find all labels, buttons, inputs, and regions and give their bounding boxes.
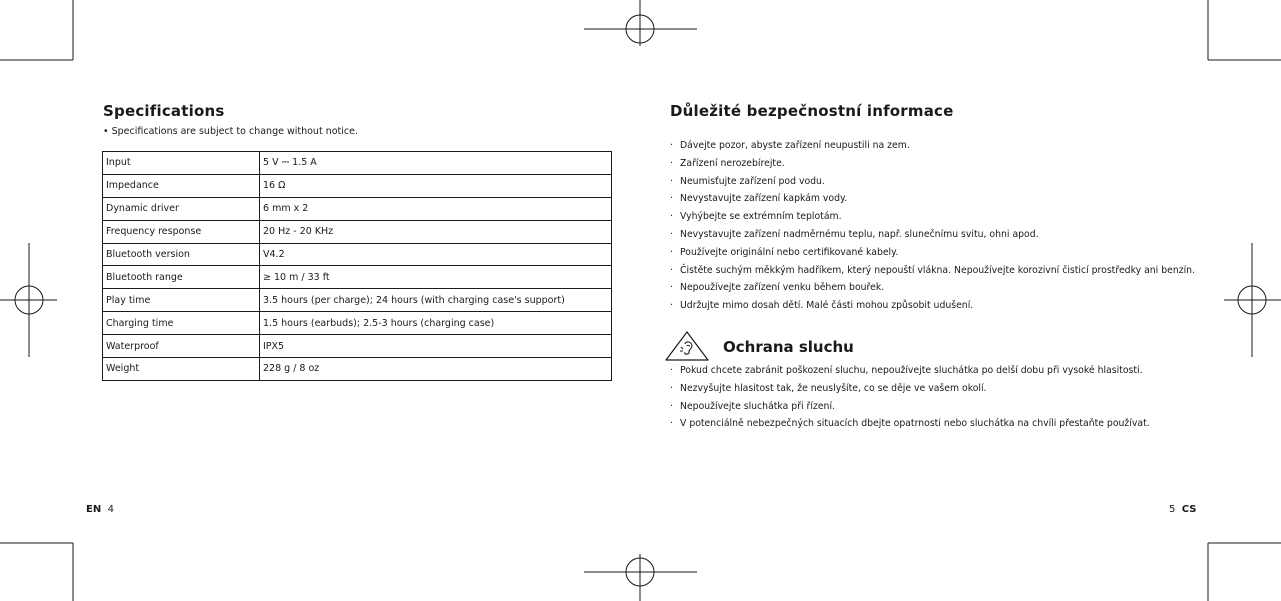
- crop-mark-top-left: [0, 0, 73, 60]
- crop-mark-bottom-right: [1208, 543, 1281, 601]
- list-item: · Neumisťujte zařízení pod vodu.: [672, 173, 1195, 191]
- registration-mark-top: [584, 0, 697, 46]
- specifications-table: [102, 151, 612, 381]
- table-row: Frequency response 20 Hz - 20 KHz: [103, 220, 612, 243]
- hearing-warning-icon: [663, 330, 711, 362]
- list-item: · Nezvyšujte hlasitost tak, že neuslyšíte, co se děje ve vašem okolí.: [672, 380, 1150, 398]
- list-item: · Nepoužívejte sluchátka při řízení.: [672, 398, 1150, 416]
- table-row: Impedance 16 Ω: [103, 174, 612, 197]
- list-item: · Pokud chcete zabránit poškození sluchu, nepoužívejte sluchátka po delší dobu při vysoké hlasitosti.: [672, 362, 1150, 380]
- crop-mark-bottom-left: [0, 543, 73, 601]
- page-footer-left: [86, 504, 114, 515]
- table-row: Input 5 V ⎓ 1.5 A: [103, 152, 612, 175]
- safety-title: Důležité bezpečnostní informace: [670, 102, 954, 120]
- list-item: · Zařízení nerozebírejte.: [672, 155, 1195, 173]
- list-item: · Čistěte suchým měkkým hadříkem, který nepouští vlákna. Nepoužívejte korozivní čisticí prostředky ani benzín.: [672, 262, 1195, 280]
- list-item: · Nepoužívejte zařízení venku během bouřek.: [672, 279, 1195, 297]
- table-row: Charging time 1.5 hours (earbuds); 2.5-3 hours (charging case): [103, 312, 612, 335]
- table-row: Play time 3.5 hours (per charge); 24 hours (with charging case's support): [103, 289, 612, 312]
- specifications-title: Specifications: [103, 102, 225, 120]
- page-footer-right: [1169, 504, 1196, 515]
- list-item: · V potenciálně nebezpečných situacích dbejte opatrnosti nebo sluchátka na chvíli přestaňte používat.: [672, 415, 1150, 433]
- list-item: · Nevystavujte zařízení kapkám vody.: [672, 190, 1195, 208]
- page-number: 5: [1169, 504, 1176, 515]
- specifications-note: • Specifications are subject to change without notice.: [103, 126, 358, 137]
- registration-mark-right: [1224, 243, 1281, 357]
- list-item: · Nevystavujte zařízení nadměrnému teplu, např. slunečnímu svitu, ohni apod.: [672, 226, 1195, 244]
- list-item: · Udržujte mimo dosah dětí. Malé části mohou způsobit udušení.: [672, 297, 1195, 315]
- registration-mark-left: [0, 243, 57, 357]
- table-row: Bluetooth version V4.2: [103, 243, 612, 266]
- language-code: EN: [86, 504, 102, 515]
- registration-mark-bottom: [584, 554, 697, 601]
- crop-mark-top-right: [1208, 0, 1281, 60]
- table-row: Waterproof IPX5: [103, 335, 612, 358]
- table-row: Weight 228 g / 8 oz: [103, 358, 612, 381]
- safety-list: [672, 137, 1195, 315]
- list-item: · Používejte originální nebo certifikované kabely.: [672, 244, 1195, 262]
- page-number: 4: [107, 504, 114, 515]
- table-row: Dynamic driver 6 mm x 2: [103, 197, 612, 220]
- hearing-section-header: [663, 330, 923, 362]
- hearing-title: Ochrana sluchu: [723, 338, 854, 356]
- list-item: · Dávejte pozor, abyste zařízení neupustili na zem.: [672, 137, 1195, 155]
- table-row: Bluetooth range ≥ 10 m / 33 ft: [103, 266, 612, 289]
- language-code: CS: [1181, 504, 1197, 515]
- hearing-list: [672, 362, 1150, 433]
- list-item: · Vyhýbejte se extrémním teplotám.: [672, 208, 1195, 226]
